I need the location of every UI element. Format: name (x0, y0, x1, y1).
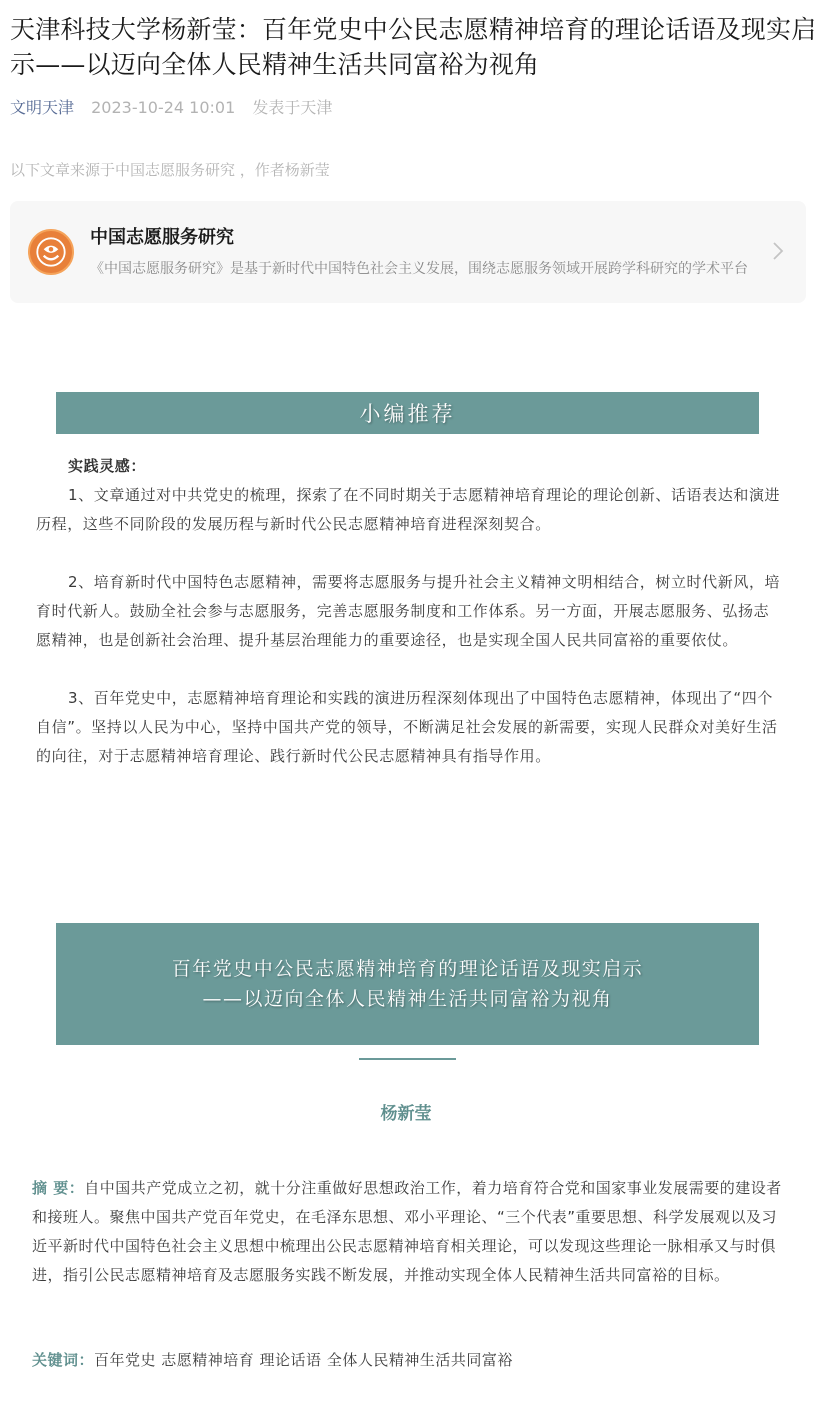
practice-paragraph: 1、文章通过对中共党史的梳理，探索了在不同时期关于志愿精神培育理论的理论创新、话语表达和演进历程，这些不同阶段的发展历程与新时代公民志愿精神培育进程深刻契合。 (36, 486, 781, 533)
divider (359, 1058, 456, 1060)
practice-paragraph: 2、培育新时代中国特色志愿精神，需要将志愿服务与提升社会主义精神文明相结合，树立时代新风，培育时代新人。鼓励全社会参与志愿服务，完善志愿服务制度和工作体系。另一方面，开展志愿服务、弘扬志愿精神，也是创新社会治理、提升基层治理能力的重要途径，也是实现全国人民共同富裕的重要依仗。 (36, 573, 781, 649)
abstract-text: 自中国共产党成立之初，就十分注重做好思想政治工作，着力培育符合党和国家事业发展需要的建设者和接班人。聚焦中国共产党百年党史，在毛泽东思想、邓小平理论、“三个代表”重要思想、科学发展观以及习近平新时代中国特色社会主义思想中梳理出公民志愿精神培育相关理论，可以发现这些理论一脉相承又与时俱进，指引公民志愿精神培育及志愿服务实践不断发展，并推动实现全体人民精神生活共同富裕的目标。 (32, 1179, 782, 1284)
recommend-banner (56, 392, 759, 434)
volunteer-logo-icon (28, 229, 74, 275)
account-name-link[interactable]: 文明天津 (10, 98, 75, 117)
recommend-banner-text: 小编推荐 (359, 402, 456, 426)
abstract (32, 1174, 788, 1290)
keywords (32, 1346, 788, 1375)
chevron-right-icon (772, 241, 784, 261)
practice-paragraph: 3、百年党史中，志愿精神培育理论和实践的演进历程深刻体现出了中国特色志愿精神，体现出了“四个自信”。坚持以人民为中心，坚持中国共产党的领导，不断满足社会发展的新需要，实现人民群众对美好生活的向往，对于志愿精神培育理论、践行新时代公民志愿精神具有指导作用。 (36, 689, 778, 765)
publish-location: 发表于天津 (252, 98, 333, 117)
article-title: 天津科技大学杨新莹：百年党史中公民志愿精神培育的理论话语及现实启示——以迈向全体人民精神生活共同富裕为视角 (10, 15, 817, 79)
article-meta (10, 97, 332, 119)
title-banner (56, 923, 759, 1045)
source-note: 以下文章来源于中国志愿服务研究 ，作者杨新莹 (10, 161, 330, 179)
abstract-label: 摘 要： (32, 1179, 85, 1197)
profile-name: 中国志愿服务研究 (90, 227, 234, 248)
publish-time: 2023-10-24 10:01 (91, 98, 236, 117)
author-name: 杨新莹 (380, 1104, 432, 1124)
title-banner-line: ——以迈向全体人民精神生活共同富裕为视角 (202, 988, 613, 1010)
title-banner-line: 百年党史中公民志愿精神培育的理论话语及现实启示 (171, 958, 644, 980)
source-profile-card[interactable] (10, 201, 806, 303)
practice-section (36, 452, 784, 771)
keywords-label: 关键词： (32, 1351, 95, 1369)
keywords-text: 百年党史 志愿精神培育 理论话语 全体人民精神生活共同富裕 (94, 1351, 513, 1369)
practice-heading: 实践灵感： (68, 457, 147, 475)
profile-description: 《中国志愿服务研究》是基于新时代中国特色社会主义发展，围绕志愿服务领域开展跨学科研究的学术平台 (90, 261, 748, 277)
